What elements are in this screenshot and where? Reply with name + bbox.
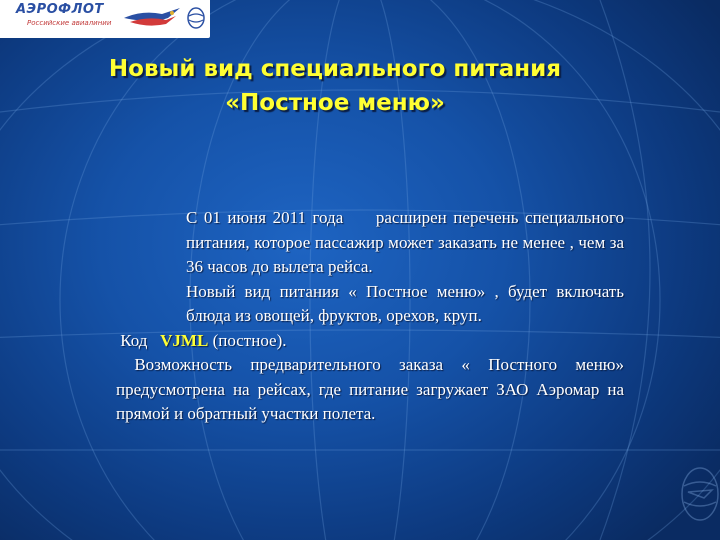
paragraph-3: [116, 329, 624, 354]
paragraph-1: [116, 206, 624, 280]
paragraph-1-rest: расширен перечень специального питания, которое пассажир может заказать не менее , чем за 36 часов до вылета рейса.: [186, 208, 624, 276]
title-line-2: «Постное меню»: [225, 90, 445, 116]
paragraph-2: Новый вид питания « Постное меню» , будет включать блюда из овощей, фруктов, орехов, круп.: [186, 281, 624, 325]
paragraph-4: [116, 353, 624, 427]
meal-code: VJML: [160, 330, 209, 350]
slide-title: [30, 52, 640, 120]
slide-body: [116, 206, 624, 427]
winged-sickle-icon: [122, 4, 184, 30]
logo-tagline: Российские авиалинии: [27, 19, 112, 27]
corner-watermark-icon: [674, 462, 720, 526]
paragraph-1-lead: С 01 июня 2011 года: [186, 208, 344, 227]
paragraph-4-text: Возможность предварительного заказа « Постного меню» предусмотрена на рейсах, где питание загружает ЗАО Аэромар на прямой и обратный участки полета.: [116, 355, 625, 423]
aeroflot-logo: [0, 0, 210, 38]
code-label: Код: [120, 330, 148, 350]
logo-name: АЭРОФЛОТ: [16, 2, 104, 17]
code-note: (постное).: [212, 330, 287, 350]
skyteam-emblem-icon: [186, 6, 206, 30]
title-line-1: Новый вид специального питания: [108, 56, 562, 82]
